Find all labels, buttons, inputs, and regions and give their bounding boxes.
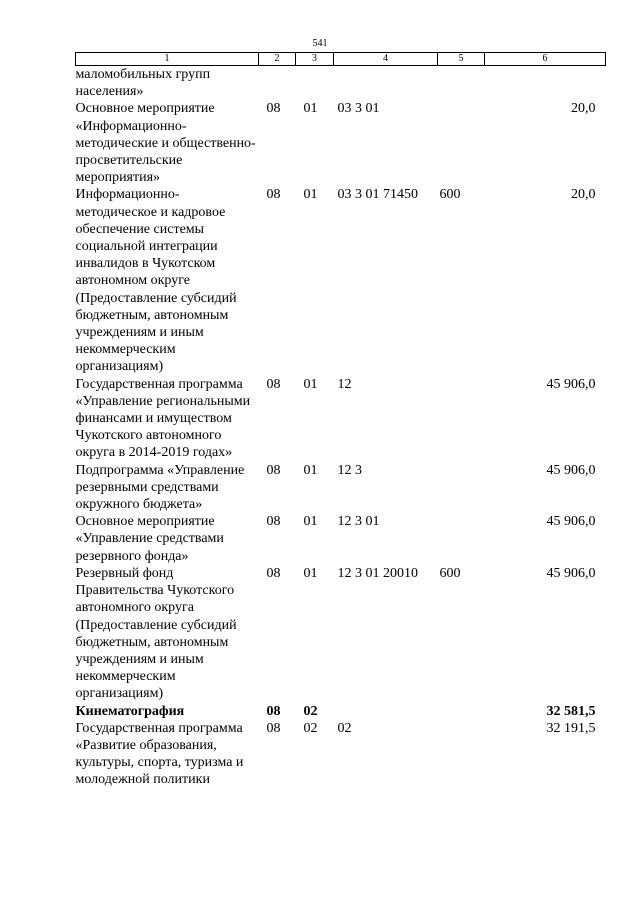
row-vr-cell bbox=[438, 66, 485, 101]
row-pz-cell: 01 bbox=[303, 462, 318, 478]
row-name-cell: Информационно-методическое и кадровое обеспечение системы социальной интеграции инвалидов в Чукотском автономном округе (Предоставление субсидий бюджетным, автономным учреждениям и иным некоммерческим организациям) bbox=[75, 187, 237, 375]
column-header-vr: 5 bbox=[438, 53, 485, 66]
row-vr-cell bbox=[438, 513, 485, 565]
row-sum-cell: 45 906,0 bbox=[546, 514, 596, 530]
row-cs-cell: 02 bbox=[337, 720, 352, 736]
row-pz-cell: 01 bbox=[303, 514, 318, 530]
row-gp-cell bbox=[259, 66, 296, 101]
row-sum-cell: 20,0 bbox=[571, 101, 596, 117]
table-row bbox=[76, 565, 606, 703]
row-vr-cell bbox=[438, 376, 485, 462]
row-name-cell: Государственная программа «Управление региональными финансами и имуществом Чукотского автономного округа в 2014-2019 годах» bbox=[75, 376, 251, 461]
row-sum-cell: 45 906,0 bbox=[546, 462, 596, 478]
row-vr-cell bbox=[438, 100, 485, 186]
column-header-sum: 6 bbox=[485, 53, 606, 66]
row-gp-cell: 08 bbox=[266, 720, 281, 736]
table-row bbox=[76, 720, 606, 789]
row-cs-cell: 12 3 01 20010 bbox=[337, 565, 418, 581]
row-gp-cell: 08 bbox=[266, 514, 281, 530]
row-vr-cell: 600 bbox=[439, 187, 461, 203]
row-vr-cell bbox=[438, 703, 485, 720]
column-header-pz: 3 bbox=[296, 53, 334, 66]
row-cs-cell: 12 bbox=[337, 376, 352, 392]
row-gp-cell: 08 bbox=[266, 376, 281, 392]
row-name-cell: Основное мероприятие «Информационно-методические и общественно-просветительские мероприятия» bbox=[75, 101, 256, 186]
row-cs-cell bbox=[334, 703, 438, 720]
row-cs-cell: 03 3 01 71450 bbox=[337, 187, 418, 203]
column-header-gp: 2 bbox=[259, 53, 296, 66]
row-sum-cell: 45 906,0 bbox=[546, 565, 596, 581]
row-name-cell: Кинематография bbox=[75, 703, 185, 719]
table-row bbox=[76, 66, 606, 101]
row-gp-cell: 08 bbox=[266, 101, 281, 117]
row-name-cell: маломобильных групп населения» bbox=[75, 67, 211, 100]
row-name-cell: Основное мероприятие «Управление средствами резервного фонда» bbox=[75, 514, 224, 564]
column-header-name: 1 bbox=[76, 53, 259, 66]
row-pz-cell: 02 bbox=[303, 703, 318, 719]
row-sum-cell bbox=[485, 66, 606, 101]
row-pz-cell: 01 bbox=[303, 376, 318, 392]
row-sum-cell: 32 581,5 bbox=[546, 703, 596, 719]
row-pz-cell bbox=[296, 66, 334, 101]
row-gp-cell: 08 bbox=[266, 565, 281, 581]
row-vr-cell: 600 bbox=[439, 565, 461, 581]
row-name-cell: Государственная программа «Развитие образования, культуры, спорта, туризма и молодежной политики bbox=[75, 720, 244, 788]
row-sum-cell: 20,0 bbox=[571, 187, 596, 203]
row-pz-cell: 01 bbox=[303, 565, 318, 581]
row-cs-cell: 03 3 01 bbox=[337, 101, 380, 117]
row-name-cell: Резервный фонд Правительства Чукотского автономного округа (Предоставление субсидий бюджетным, автономным учреждениям и иным некоммерческим организациям) bbox=[75, 565, 237, 702]
table-row bbox=[76, 186, 606, 375]
row-pz-cell: 01 bbox=[303, 101, 318, 117]
row-cs-cell: 12 3 01 bbox=[337, 514, 380, 530]
table-body bbox=[76, 66, 606, 789]
row-gp-cell: 08 bbox=[266, 462, 281, 478]
row-pz-cell: 02 bbox=[303, 720, 318, 736]
row-name-cell: Подпрограмма «Управление резервными средствами окружного бюджета» bbox=[75, 462, 245, 513]
table-row bbox=[76, 513, 606, 565]
row-sum-cell: 45 906,0 bbox=[546, 376, 596, 392]
table-row bbox=[76, 376, 606, 462]
row-vr-cell bbox=[438, 462, 485, 514]
row-sum-cell: 32 191,5 bbox=[546, 720, 596, 736]
table-row bbox=[76, 462, 606, 514]
header-row bbox=[76, 53, 606, 66]
row-cs-cell bbox=[334, 66, 438, 101]
row-gp-cell: 08 bbox=[266, 703, 281, 719]
page-number: 541 bbox=[312, 38, 328, 49]
table-row bbox=[76, 100, 606, 186]
table-row bbox=[76, 703, 606, 720]
row-pz-cell: 01 bbox=[303, 187, 318, 203]
row-cs-cell: 12 3 bbox=[337, 462, 362, 478]
row-gp-cell: 08 bbox=[266, 187, 281, 203]
column-header-cs: 4 bbox=[334, 53, 438, 66]
table-header bbox=[76, 53, 606, 66]
budget-table bbox=[75, 52, 606, 789]
row-vr-cell bbox=[438, 720, 485, 789]
